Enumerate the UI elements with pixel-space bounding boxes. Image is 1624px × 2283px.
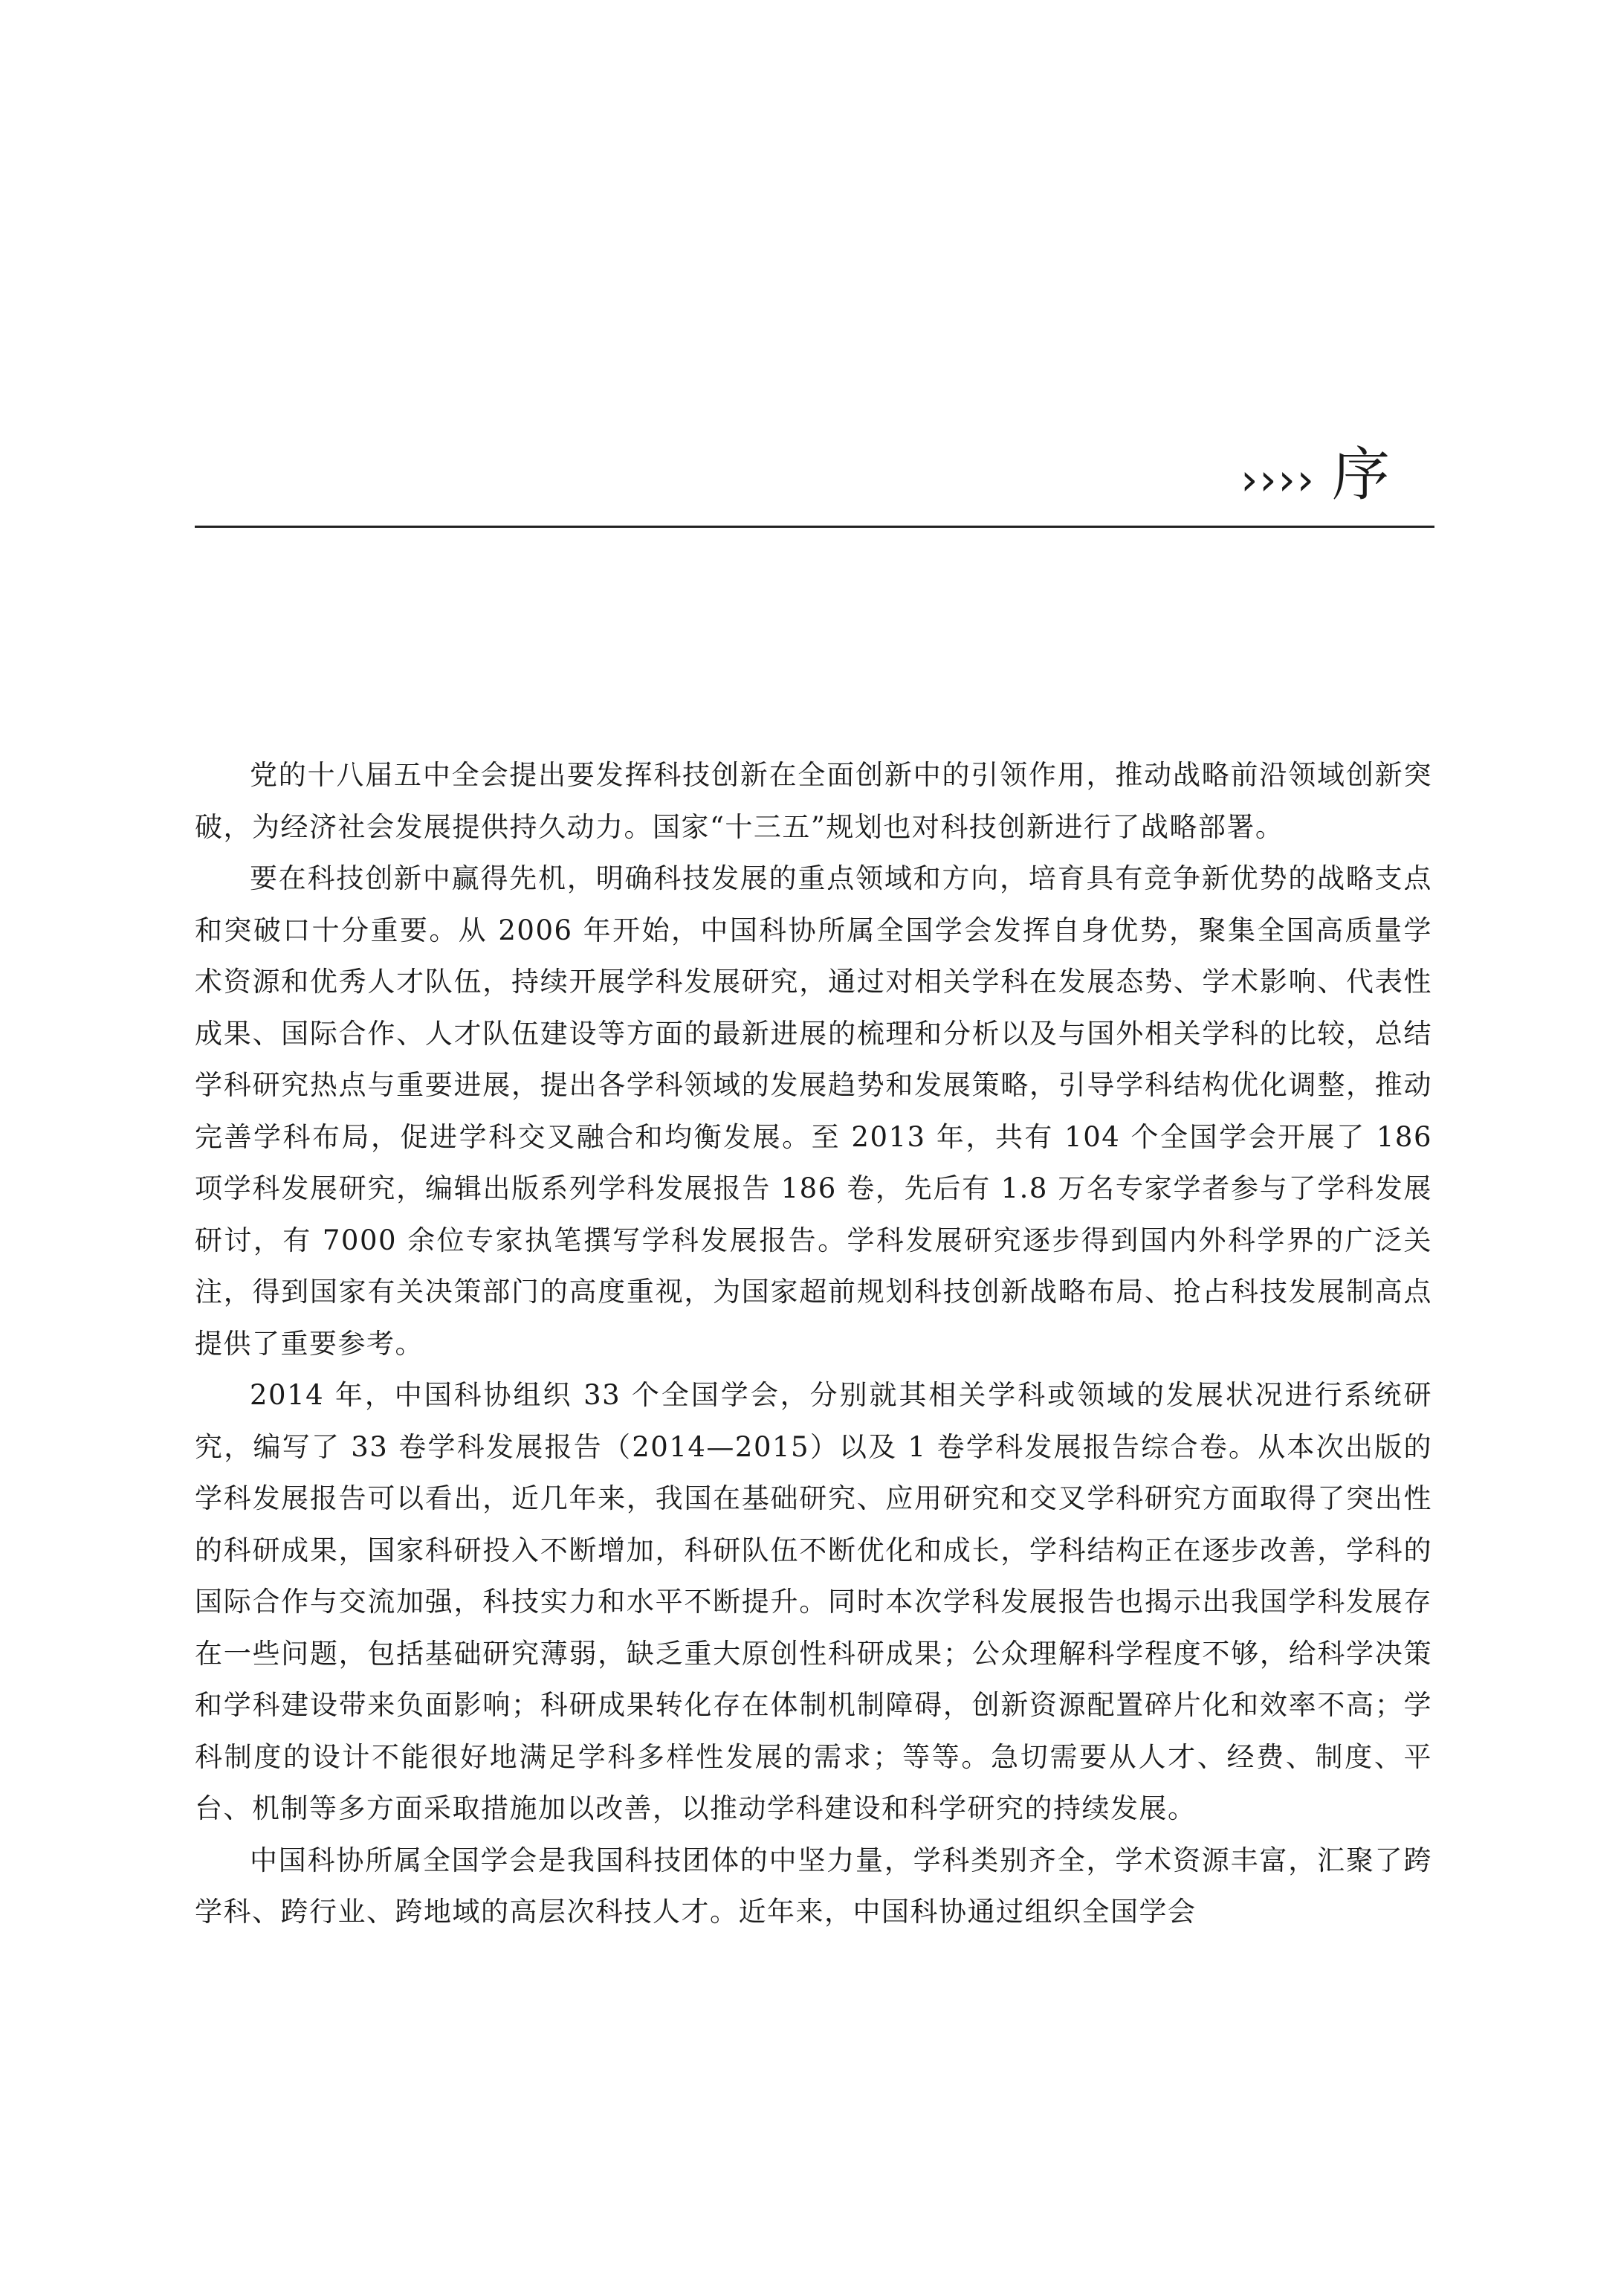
chapter-title: [1240, 428, 1390, 511]
paragraph-4: 中国科协所属全国学会是我国科技团体的中坚力量，学科类别齐全，学术资源丰富，汇聚了跨学科、跨行业、跨地域的高层次科技人才。近年来，中国科协通过组织全国学会: [195, 1844, 1432, 1928]
chapter-marker: ››››: [1240, 454, 1316, 505]
header-rule: [195, 526, 1434, 528]
chapter-header: [195, 416, 1434, 528]
body-text: [195, 749, 1432, 1938]
paragraph-3: 2014 年，中国科协组织 33 个全国学会，分别就其相关学科或领域的发展状况进行系统研究，编写了 33 卷学科发展报告（2014—2015）以及 1 卷学科发展报告综合卷。从本次出版的学科发展报告可以看出，近几年来，我国在基础研究、应用研究和交叉学科研究方面取得了突出性的科研成果，国家科研投入不断增加，科研队伍不断优化和成长，学科结构正在逐步改善，学科的国际合作与交流加强，科技实力和水平不断提升。同时本次学科发展报告也揭示出我国学科发展存在一些问题，包括基础研究薄弱，缺乏重大原创性科研成果；公众理解科学程度不够，给科学决策和学科建设带来负面影响；科研成果转化存在体制机制障碍，创新资源配置碎片化和效率不高；学科制度的设计不能很好地满足学科多样性发展的需求；等等。急切需要从人才、经费、制度、平台、机制等多方面采取措施加以改善，以推动学科建设和科学研究的持续发展。: [195, 1379, 1432, 1824]
paragraph-2: 要在科技创新中赢得先机，明确科技发展的重点领域和方向，培育具有竞争新优势的战略支点和突破口十分重要。从 2006 年开始，中国科协所属全国学会发挥自身优势，聚集全国高质量学术资源和优秀人才队伍，持续开展学科发展研究，通过对相关学科在发展态势、学术影响、代表性成果、国际合作、人才队伍建设等方面的最新进展的梳理和分析以及与国外相关学科的比较，总结学科研究热点与重要进展，提出各学科领域的发展趋势和发展策略，引导学科结构优化调整，推动完善学科布局，促进学科交叉融合和均衡发展。至 2013 年，共有 104 个全国学会开展了 186 项学科发展研究，编辑出版系列学科发展报告 186 卷，先后有 1.8 万名专家学者参与了学科发展研讨，有 7000 余位专家执笔撰写学科发展报告。学科发展研究逐步得到国内外科学界的广泛关注，得到国家有关决策部门的高度重视，为国家超前规划科技创新战略布局、抢占科技发展制高点提供了重要参考。: [195, 862, 1432, 1360]
paragraph-1: 党的十八届五中全会提出要发挥科技创新在全面创新中的引领作用，推动战略前沿领域创新突破，为经济社会发展提供持久动力。国家“十三五”规划也对科技创新进行了战略部署。: [195, 759, 1432, 843]
chapter-heading: 序: [1331, 442, 1390, 508]
